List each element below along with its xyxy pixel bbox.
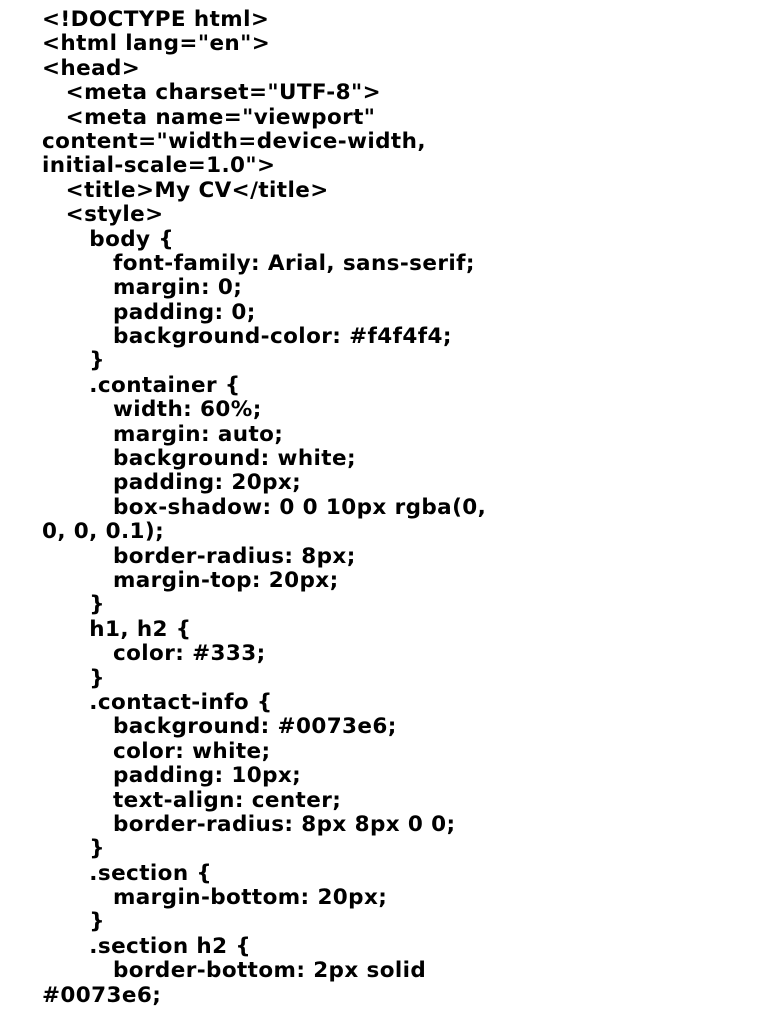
code-listing [42, 8, 742, 1008]
code-line: .contact-info { [42, 689, 273, 715]
code-line: font-family: Arial, sans-serif; [42, 250, 475, 276]
code-line: 0, 0, 0.1); [42, 519, 165, 545]
code-line: padding: 10px; [42, 763, 302, 789]
code-line: } [42, 348, 106, 374]
code-line: <meta name="viewport" [42, 104, 376, 130]
code-line: border-bottom: 2px solid [42, 958, 427, 984]
code-line: .section { [42, 860, 213, 886]
code-line: margin: 0; [42, 275, 243, 301]
code-line: border-radius: 8px 8px 0 0; [42, 811, 456, 837]
code-line: margin-top: 20px; [42, 567, 339, 593]
code-line: color: white; [42, 738, 271, 764]
code-line: text-align: center; [42, 787, 342, 813]
code-line: <!DOCTYPE html> [42, 7, 270, 32]
code-line: padding: 0; [42, 299, 256, 325]
code-line: margin-bottom: 20px; [42, 885, 388, 911]
code-line: <style> [42, 202, 164, 228]
code-line: background: white; [42, 446, 356, 472]
code-line: #0073e6; [42, 982, 162, 1008]
code-line: <head> [42, 55, 141, 81]
code-line: padding: 20px; [42, 470, 302, 496]
code-line: background-color: #f4f4f4; [42, 324, 452, 350]
code-line: color: #333; [42, 641, 266, 667]
code-line: <html lang="en"> [42, 31, 271, 57]
code-line: } [42, 665, 106, 691]
code-line: margin: auto; [42, 421, 284, 447]
code-line: border-radius: 8px; [42, 543, 356, 569]
code-line: } [42, 592, 106, 618]
code-line: background: #0073e6; [42, 714, 397, 740]
code-line: <title>My CV</title> [42, 177, 329, 203]
code-line: box-shadow: 0 0 10px rgba(0, [42, 494, 487, 520]
code-line: .container { [42, 372, 241, 398]
code-line: initial-scale=1.0"> [42, 153, 276, 179]
code-line: } [42, 909, 106, 935]
code-line: .section h2 { [42, 933, 252, 959]
code-line: content="width=device-width, [42, 128, 426, 154]
code-line: h1, h2 { [42, 616, 192, 642]
code-line: body { [42, 226, 175, 252]
code-line: } [42, 836, 106, 862]
code-line: <meta charset="UTF-8"> [42, 80, 382, 106]
code-line: width: 60%; [42, 397, 262, 423]
